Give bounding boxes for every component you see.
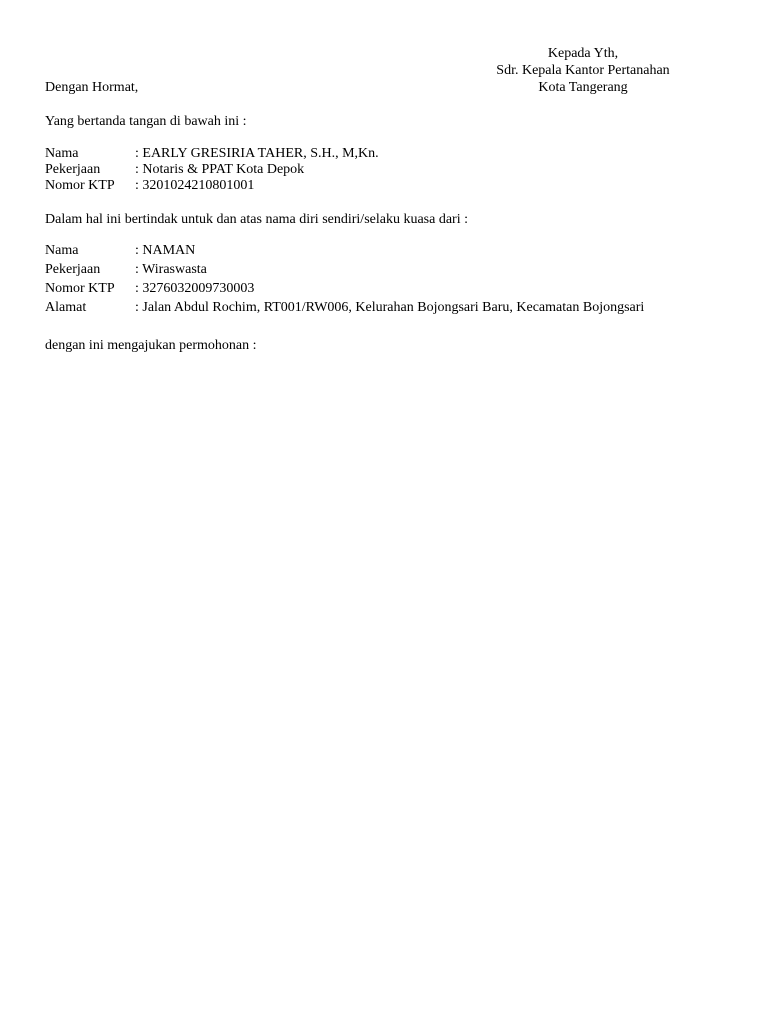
principal-job-label: Pekerjaan bbox=[45, 262, 101, 277]
principal-address-value: : Jalan Abdul Rochim, RT001/RW006, Kelurahan Bojongsari Baru, Kecamatan Bojongsari bbox=[135, 300, 645, 315]
principal-job-value: : Wiraswasta bbox=[135, 262, 207, 277]
signer-ktp-label: Nomor KTP bbox=[45, 178, 115, 193]
signer-job-value: : Notaris & PPAT Kota Depok bbox=[135, 162, 305, 177]
signer-ktp-value: : 3201024210801001 bbox=[135, 178, 255, 193]
intro-text: Yang bertanda tangan di bawah ini : bbox=[45, 114, 247, 129]
principal-ktp-label: Nomor KTP bbox=[45, 281, 115, 296]
addressee-line-1: Kepada Yth, bbox=[547, 46, 619, 61]
signer-job-label: Pekerjaan bbox=[45, 162, 101, 177]
greeting: Dengan Hormat, bbox=[45, 80, 139, 95]
capacity-text: Dalam hal ini bertindak untuk dan atas nama diri sendiri/selaku kuasa dari : bbox=[45, 212, 468, 227]
signer-name-label: Nama bbox=[45, 146, 79, 161]
request-text: dengan ini mengajukan permohonan : bbox=[45, 338, 257, 353]
principal-name-value: : NAMAN bbox=[135, 243, 196, 258]
addressee-line-3: Kota Tangerang bbox=[538, 80, 628, 95]
signer-name-value: : EARLY GRESIRIA TAHER, S.H., M,Kn. bbox=[135, 146, 379, 161]
principal-address-label: Alamat bbox=[45, 300, 87, 315]
principal-name-label: Nama bbox=[45, 243, 79, 258]
principal-ktp-value: : 3276032009730003 bbox=[135, 281, 255, 296]
addressee-line-2: Sdr. Kepala Kantor Pertanahan bbox=[496, 63, 670, 78]
addressee-block bbox=[466, 45, 700, 96]
